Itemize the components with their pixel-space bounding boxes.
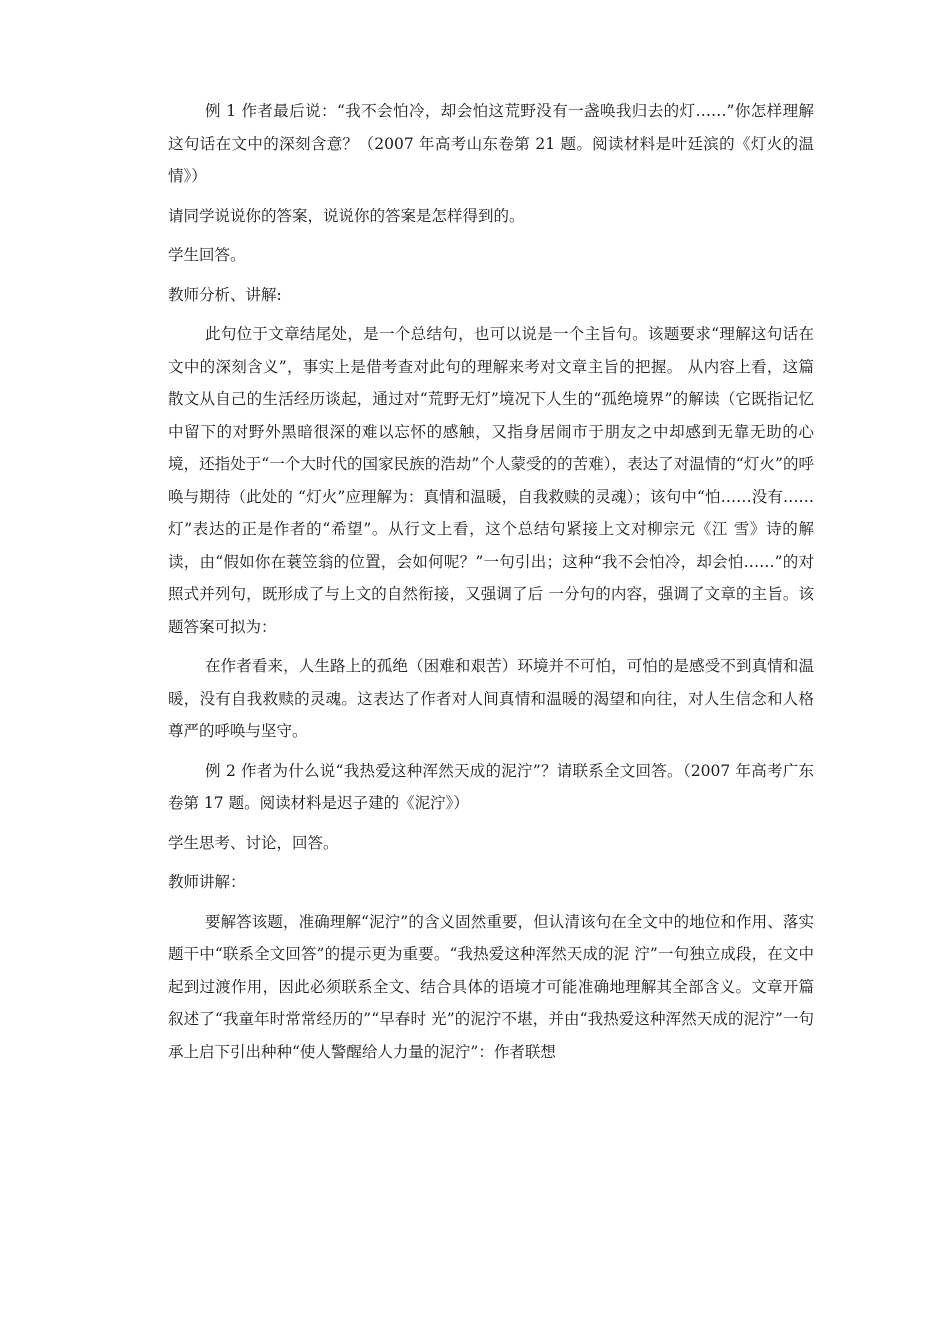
document-body bbox=[168, 95, 814, 1068]
paragraph-teacher-explain-heading: 教师讲解： bbox=[168, 873, 246, 891]
paragraph-students-answer: 学生回答。 bbox=[168, 246, 246, 264]
paragraph-analysis-body: 此句位于文章结尾处，是一个总结句，也可以说是一个主旨句。该题要求“理解这句话在文中的深刻含义”，事实上是借考查对此句的理解来考对文章主旨的把握。 从内容上看，这篇散文从自己的生活经历谈起，通过对“荒野无灯”境况下人生的“孤绝境界”的解读（它既指记忆中留下的对野外黑暗很深的难以忘怀的感触，又指身居闹市于朋友之中却感到无靠无助的心境，还指处于“一个大时代的国家民族的浩劫”个人蒙受的的苦难），表达了对温情的“灯火”的呼唤与期待（此处的 “灯火”应理解为：真情和温暖，自我救赎的灵魂）；该句中“怕……没有……灯”表达的正是作者的“希望”。从行文上看，这个总结句紧接上文对柳宗元《江 雪》诗的解读，由“假如你在蓑笠翁的位置，会如何呢？”一句引出；这种“我不会怕冷，却会怕……”的对照式并列句，既形成了与上文的自然衔接，又强调了后 一分句的内容，强调了文章的主旨。该题答案可拟为： bbox=[168, 325, 814, 636]
paragraph-example-2-question: 例 2 作者为什么说“我热爱这种浑然天成的泥泞”？请联系全文回答。（2007 年高考广东卷第 17 题。阅读材料是迟子建的《泥泞》） bbox=[168, 761, 814, 812]
paragraph-students-discuss: 学生思考、讨论，回答。 bbox=[168, 833, 339, 852]
paragraph-example-1-question: 例 1 作者最后说：“我不会怕冷，却会怕这荒野没有一盏唤我归去的灯……”你怎样理解这句话在文中的深刻含意？（2007 年高考山东卷第 21 题。阅读材料是叶廷滨的《灯火的温情》） bbox=[168, 102, 814, 185]
paragraph-explanation-body: 要解答该题，准确理解“泥泞”的含义固然重要，但认清该句在全文中的地位和作用、落实题干中“联系全文回答”的提示更为重要。“我热爱这种浑然天成的泥 泞”一句独立成段，在文中起到过渡作用，因此必须联系全文、结合具体的语境才可能准确地理解其全部含义。文章开篇叙述了“我童年时常常经历的”“早春时 光”的泥泞不堪，并由“我热爱这种浑然天成的泥泞”一句承上启下引出种种“使人警醒给人力量的泥泞”：作者联想 bbox=[168, 912, 814, 1061]
paragraph-prompt-students: 请同学说说你的答案，说说你的答案是怎样得到的。 bbox=[168, 206, 525, 225]
paragraph-teacher-analysis-heading: 教师分析、讲解: bbox=[168, 285, 282, 304]
paragraph-suggested-answer: 在作者看来，人生路上的孤绝（困难和艰苦）环境并不可怕，可怕的是感受不到真情和温暖，没有自我救赎的灵魂。这表达了作者对人间真情和温暖的渴望和向往，对人生信念和人格尊严的呼唤与坚守。 bbox=[168, 657, 814, 740]
